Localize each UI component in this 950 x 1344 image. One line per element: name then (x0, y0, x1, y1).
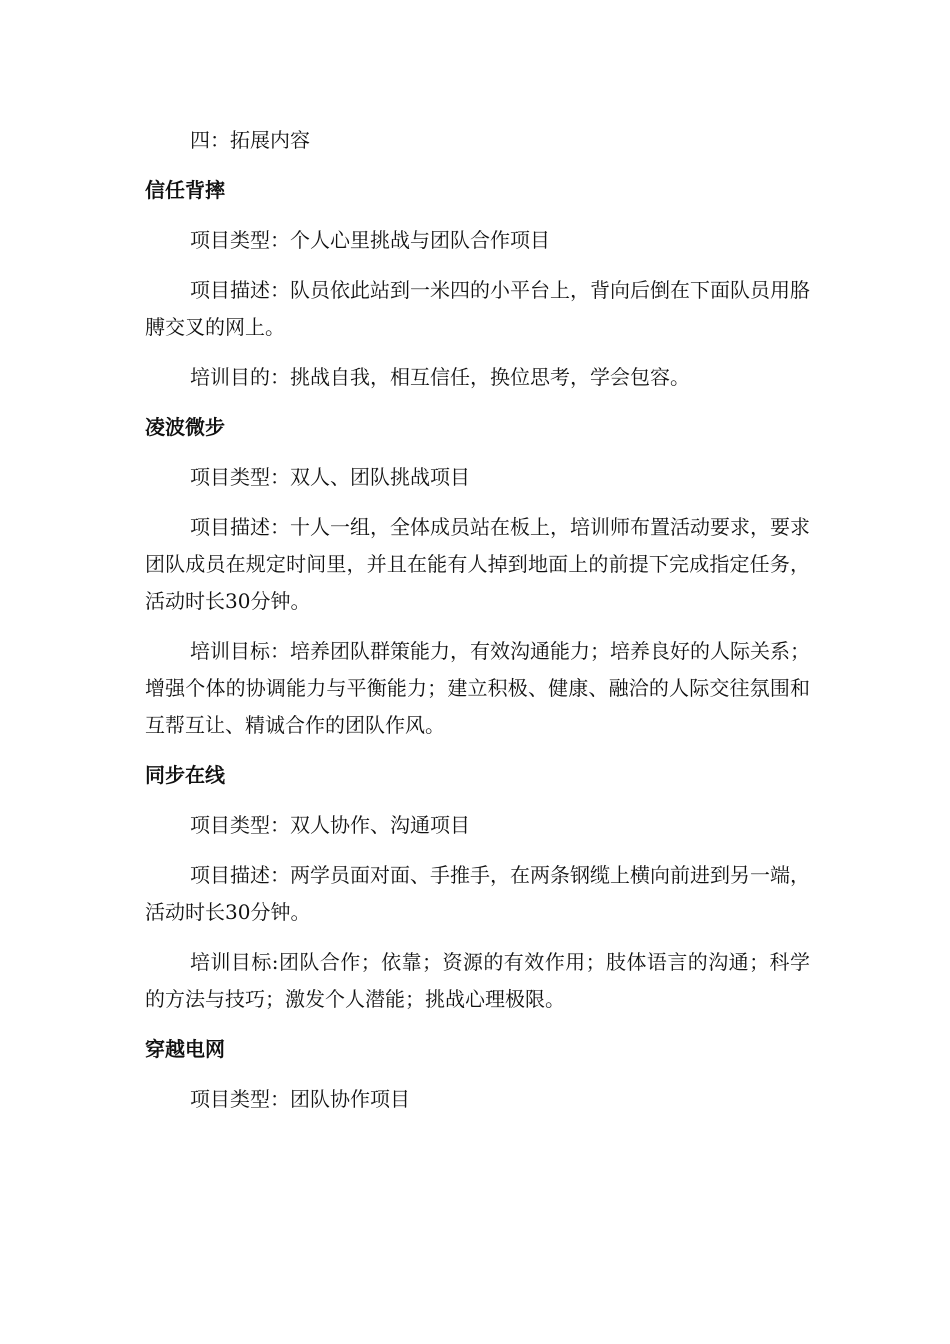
item-heading-sync: 同步在线 (145, 763, 225, 787)
section-title: 四：拓展内容 (190, 128, 310, 152)
item-goal: 培训目标:团队合作；依靠；资源的有效作用；肢体语言的沟通；科学的方法与技巧；激发个人潜能；挑战心理极限。 (145, 950, 810, 1011)
item-goal: 培训目的：挑战自我，相互信任，换位思考，学会包容。 (190, 365, 690, 389)
item-heading-electric-net: 穿越电网 (145, 1037, 225, 1061)
item-heading-lingbo: 凌波微步 (145, 415, 225, 439)
item-description: 项目描述：十人一组，全体成员站在板上，培训师布置活动要求，要求团队成员在规定时间里，并且在能有人掉到地面上的前提下完成指定任务，活动时长30分钟。 (145, 515, 810, 613)
item-description: 项目描述：队员依此站到一米四的小平台上，背向后倒在下面队员用胳膊交叉的网上。 (145, 278, 810, 339)
document-body (145, 122, 810, 1131)
item-goal: 培训目标：培养团队群策能力，有效沟通能力；培养良好的人际关系；增强个体的协调能力与平衡能力；建立积极、健康、融洽的人际交往氛围和互帮互让、精诚合作的团队作风。 (145, 639, 810, 737)
item-type: 项目类型：团队协作项目 (190, 1087, 410, 1111)
item-type: 项目类型：双人协作、沟通项目 (190, 813, 470, 837)
item-heading-trust-fall: 信任背摔 (145, 178, 225, 202)
item-type: 项目类型：双人、团队挑战项目 (190, 465, 470, 489)
item-description: 项目描述：两学员面对面、手推手，在两条钢缆上横向前进到另一端，活动时长30分钟。 (145, 863, 810, 924)
item-type: 项目类型：个人心里挑战与团队合作项目 (190, 228, 550, 252)
